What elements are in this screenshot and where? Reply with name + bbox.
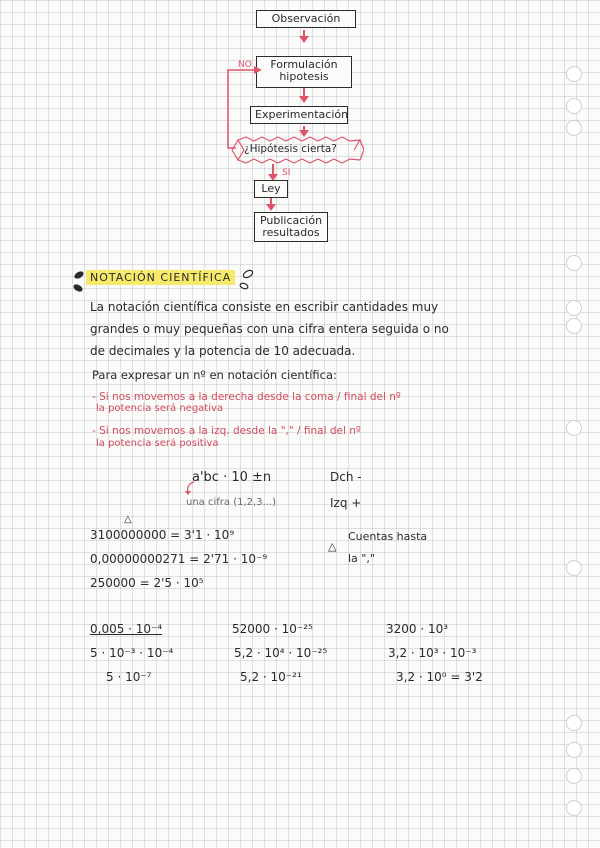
op-col1-row2: 5 · 10⁻³ · 10⁻⁴ — [90, 646, 174, 660]
no-loop-arrow — [224, 62, 264, 154]
example-3: 250000 = 2'5 · 10⁵ — [90, 576, 204, 590]
box-observacion — [256, 10, 356, 28]
box-experimentacion — [250, 106, 348, 124]
definition-line: de decimales y la potencia de 10 adecuada. — [90, 344, 356, 358]
binder-hole — [566, 800, 582, 816]
formula-right-dch: Dch - — [330, 470, 362, 484]
binder-hole — [566, 300, 582, 316]
arrow-down-icon — [299, 96, 309, 103]
definition-line: grandes o muy pequeñas con una cifra entera seguida o no — [90, 322, 449, 336]
binder-hole — [566, 420, 582, 436]
curved-arrow-icon — [182, 480, 198, 496]
op-col3-row3: 3,2 · 10⁰ = 3'2 — [396, 670, 483, 684]
section-title: NOTACIÓN CIENTÍFICA — [86, 270, 235, 285]
op-col1-row1: 0,005 · 10⁻⁴ — [90, 622, 163, 636]
instruction-line: Para expresar un nº en notación científica: — [92, 368, 337, 382]
formula-main: a'bc · 10 ±n — [192, 470, 272, 485]
box-publicacion — [254, 212, 328, 242]
box-publicacion-line2: resultados — [262, 226, 320, 239]
binder-hole — [566, 560, 582, 576]
binder-hole — [566, 715, 582, 731]
rule-left-line2: la potencia será positiva — [96, 438, 219, 449]
formula-right-izq: Izq + — [330, 496, 362, 510]
si-label: SI — [282, 168, 291, 178]
op-col2-row3: 5,2 · 10⁻²¹ — [240, 670, 302, 684]
warning-icon: △ — [124, 514, 132, 525]
rule-right-line1: - Si nos movemos a la derecha desde la coma / final del nº — [92, 391, 401, 403]
arrow-down-icon — [299, 36, 309, 43]
rule-left-line1: - Si nos movemos a la izq. desde la "," / final del nº — [92, 425, 361, 437]
op-col3-row2: 3,2 · 10³ · 10⁻³ — [388, 646, 477, 660]
binder-hole — [566, 120, 582, 136]
formula-note: una cifra (1,2,3...) — [186, 497, 276, 508]
binder-hole — [566, 742, 582, 758]
example-2: 0,00000000271 = 2'71 · 10⁻⁹ — [90, 552, 268, 566]
note-line1: Cuentas hasta — [348, 530, 428, 543]
box-formulacion — [256, 56, 352, 88]
binder-hole — [566, 66, 582, 82]
op-col2-row1: 52000 · 10⁻²⁵ — [232, 622, 313, 636]
warning-icon: △ — [328, 540, 337, 553]
leaf-doodle-icon — [238, 266, 256, 294]
box-formulacion-line1: Formulación — [270, 58, 338, 71]
note-line2: la "," — [348, 552, 375, 565]
box-ley — [254, 180, 288, 198]
op-col2-row2: 5,2 · 10⁴ · 10⁻²⁵ — [234, 646, 328, 660]
arrow-down-icon — [266, 204, 276, 211]
binder-hole — [566, 98, 582, 114]
binder-hole — [566, 768, 582, 784]
definition-line: La notación científica consiste en escribir cantidades muy — [90, 300, 439, 314]
example-1: 3100000000 = 3'1 · 10⁹ — [90, 528, 235, 542]
box-observacion-label: Observación — [271, 12, 341, 25]
binder-hole — [566, 318, 582, 334]
box-publicacion-line1: Publicación — [259, 214, 323, 227]
op-col1-row3: 5 · 10⁻⁷ — [106, 670, 152, 684]
no-label: NO — [238, 60, 252, 70]
box-formulacion-line2: hipotesis — [279, 70, 329, 83]
box-experimentacion-label: Experimentación — [255, 108, 349, 121]
op-col3-row1: 3200 · 10³ — [386, 622, 449, 636]
decision-label: ¿Hipótesis cierta? — [244, 143, 337, 155]
rule-right-line2: la potencia será negativa — [96, 403, 224, 414]
binder-hole — [566, 255, 582, 271]
box-ley-label: Ley — [261, 182, 281, 195]
